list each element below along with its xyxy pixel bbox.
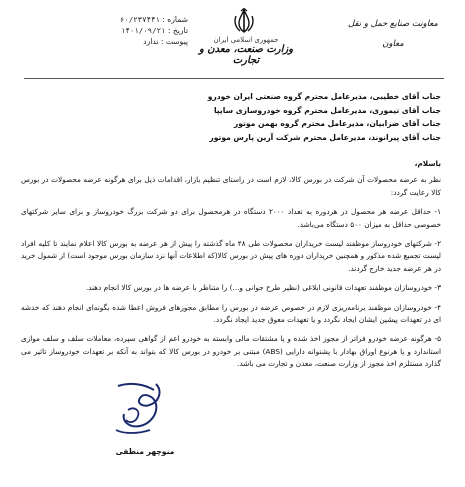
clause-3: ۳- خودروسازان موظفند تعهدات قانونی ابلاغی (نظیر طرح جوانی و...) را متناظر با عرضه ها در بورس کالا انجام دهند.	[85, 283, 441, 293]
clause-4: ۴- خودروسازان موظفند برنامه‌ریزی لازم در خصوص عرضه در بورس را مطابق مجوزهای فروش اعطا شده بگونه‌ای انجام دهند که خدشه ای در تعهدات پیشین ایشان ایجاد نگردد و یا تعهدات معوق جدید ایجاد نگردد.	[21, 302, 441, 325]
meta-date: تاریخ : ۱۴۰۱/۰۹/۲۱	[120, 26, 188, 35]
letter-body	[21, 158, 441, 378]
iran-emblem-icon	[232, 8, 256, 34]
header-divider	[24, 78, 444, 79]
recipients-block	[21, 90, 441, 144]
recipient-line: جناب آقای پیرانوند، مدیرعامل محترم شرکت آرین پارس موتور	[209, 132, 441, 142]
meta-number: شماره : ۶۰/۲۳۷۴۴۱	[119, 15, 188, 24]
clause-2: ۲- شرکتهای خودروساز موظفند لیست خریداران محصولات طی ۴۸ ماه گذشته را پیش از هر عرضه به بورس کالا اعلام نمایند تا کلیه افراد لیست تجمیع شده مذکور و همچنین خریداران دوره های پیش در بورس کالا(که اطلاعات آنها نزد سازمان بورس موجود است) از شمول خرید در هر عرضه جدید خارج گردند.	[21, 239, 441, 273]
recipient-line: جناب آقای تیموری، مدیرعامل محترم گروه خودروسازی سایپا	[213, 105, 441, 115]
recipient-line: جناب آقای خطیبی، مدیرعامل محترم گروه صنعتی ایران خودرو	[207, 92, 441, 101]
government-header	[196, 36, 296, 66]
letter-meta	[68, 14, 188, 47]
deputy-position: معاون	[382, 39, 404, 49]
deputy-title	[345, 14, 441, 54]
recipient-line: جناب آقای ضرابیان، مدیرعامل محترم گروه بهمن موتور	[233, 119, 441, 128]
clause-1: ۱- حداقل عرضه هر محصول در هردوره به تعداد ۲۰۰۰ دستگاه در هرمحصول برای دو شرکت بزرگ خودروساز و برای سایر شرکتهای خصوصی حداقل به میزان ۵۰۰ دستگاه می‌باشد.	[21, 207, 441, 229]
signer-name: منوچهر منطقی	[115, 447, 175, 456]
ministry-title: وزارت صنعت، معدن و تجارت	[198, 44, 294, 66]
deputy-department: معاونت صنایع حمل و نقل	[348, 19, 438, 29]
greeting: باسلام،	[414, 159, 441, 168]
handwritten-signature	[110, 380, 172, 438]
republic-title: جمهوری اسلامی ایران	[213, 36, 279, 44]
intro-paragraph: نظر به عرضه محصولات آن شرکت در بورس کالا، لازم است در راستای تنظیم بازار، اقدامات ذیل برای هرگونه عرضه محصولات در بورس کالا رعایت گردد:	[21, 175, 441, 197]
meta-attachment: پیوست : ندارد	[143, 37, 188, 46]
clause-5: ۵- هرگونه عرضه خودرو فراتر از مجوز اخذ شده و یا مشتقات مالی وابسته به خودرو اعم از گواهی سپرده، معاملات سلف و سلف موازی استاندارد و یا هرنوع اوراق بهادار با پشتوانه دارایی (ABS) مبتنی بر خودرو در بورس کالا که بتواند به آنکه بر تعهدات خودروساز تاثیر می گذارد مستلزم اخذ مجوز از وزارت صنعت، معدن و تجارت می باشد.	[21, 334, 441, 369]
